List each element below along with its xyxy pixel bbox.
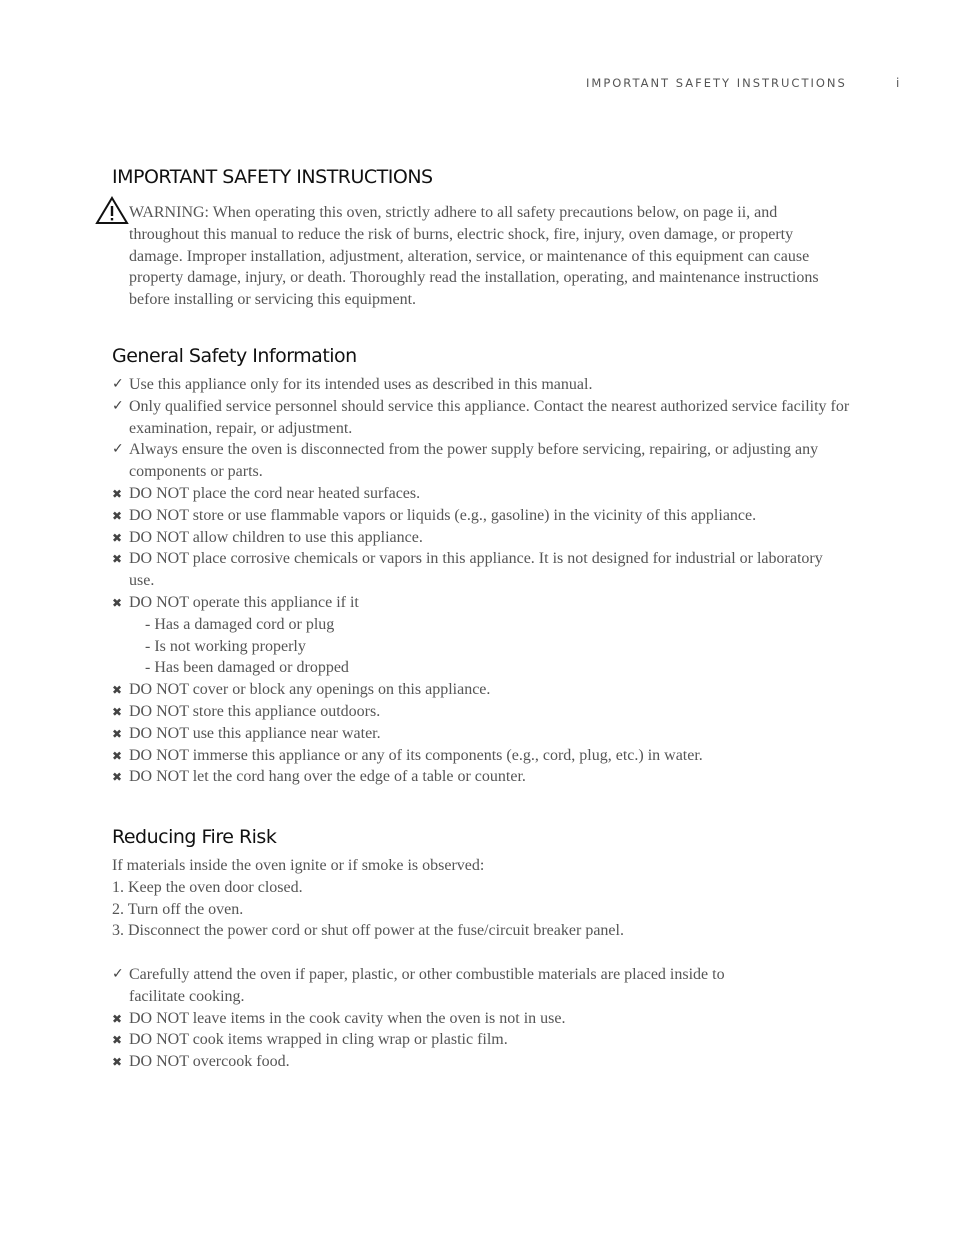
- list-item: [112, 1051, 852, 1073]
- fire-list: [112, 964, 852, 1073]
- list-item: [112, 701, 852, 723]
- spacer: [112, 942, 852, 964]
- list-item: [112, 527, 852, 549]
- cross-icon: ✖: [112, 1055, 123, 1070]
- fire-intro: If materials inside the oven ignite or if smoke is observed:: [112, 857, 485, 874]
- check-icon: ✓: [112, 376, 124, 392]
- check-icon: ✓: [112, 441, 124, 458]
- sub-list: [129, 614, 852, 679]
- list-item: [112, 439, 852, 483]
- cross-icon: ✖: [112, 748, 123, 763]
- list-item-text: DO NOT overcook food.: [129, 1053, 290, 1071]
- check-icon: ✓: [112, 397, 124, 414]
- step-item: 1. Keep the oven door closed.: [112, 878, 303, 896]
- list-item: [112, 766, 852, 788]
- list-item-text: DO NOT let the cord hang over the edge of a table or counter.: [129, 768, 526, 786]
- list-item-text: DO NOT use this appliance near water.: [129, 724, 381, 742]
- list-item: [112, 964, 779, 1008]
- list-item: [112, 505, 852, 527]
- cross-icon: ✖: [112, 770, 123, 785]
- list-item-text: Use this appliance only for its intended uses as described in this manual.: [129, 376, 593, 393]
- cross-icon: ✖: [112, 683, 123, 698]
- general-safety-heading: General Safety Information: [112, 345, 357, 367]
- list-item: [112, 745, 852, 767]
- list-item-text: DO NOT store or use flammable vapors or liquids (e.g., gasoline) in the vicinity of this appliance.: [129, 506, 757, 524]
- list-item: [112, 1008, 852, 1030]
- list-item-text: Carefully attend the oven if paper, plastic, or other combustible materials are placed inside to facilitate cooking.: [129, 965, 725, 1005]
- general-safety-list: [112, 374, 852, 788]
- warning-triangle-icon: [95, 196, 129, 225]
- list-item-text: DO NOT place the cord near heated surfaces.: [129, 484, 421, 502]
- step-item: 3. Disconnect the power cord or shut off power at the fuse/circuit breaker panel.: [112, 922, 624, 940]
- list-item-text: Only qualified service personnel should service this appliance. Contact the nearest authorized service facility for examination, repair, or adjustment.: [129, 397, 850, 437]
- cross-icon: ✖: [112, 508, 123, 523]
- running-header-title: IMPORTANT SAFETY INSTRUCTIONS: [586, 76, 847, 90]
- cross-icon: ✖: [112, 1033, 123, 1048]
- list-item-text: DO NOT operate this appliance if it: [129, 593, 359, 611]
- cross-icon: ✖: [112, 1011, 123, 1026]
- cross-icon: ✖: [112, 595, 123, 610]
- list-item-text: DO NOT allow children to use this appliance.: [129, 528, 423, 546]
- page-title: IMPORTANT SAFETY INSTRUCTIONS: [112, 166, 433, 188]
- cross-icon: ✖: [112, 486, 123, 501]
- list-item-text: Always ensure the oven is disconnected from the power supply before servicing, repairing, or adjusting any components or parts.: [129, 441, 819, 481]
- list-item-text: DO NOT place corrosive chemicals or vapors in this appliance. It is not designed for industrial or laboratory use.: [129, 550, 823, 590]
- cross-icon: ✖: [112, 704, 123, 719]
- list-item: [112, 1029, 852, 1051]
- step-item: 2. Turn off the oven.: [112, 900, 244, 918]
- check-icon: ✓: [112, 965, 124, 982]
- cross-icon: ✖: [112, 530, 123, 545]
- sub-list-item: - Has a damaged cord or plug: [145, 615, 335, 633]
- list-item-text: DO NOT store this appliance outdoors.: [129, 702, 381, 720]
- list-item-text: DO NOT cook items wrapped in cling wrap or plastic film.: [129, 1031, 508, 1049]
- sub-list-item: - Has been damaged or dropped: [145, 659, 349, 677]
- list-item: [112, 592, 852, 679]
- list-item: [112, 679, 852, 701]
- list-item: [112, 374, 852, 396]
- list-item-text: DO NOT cover or block any openings on this appliance.: [129, 681, 491, 699]
- list-item: [112, 723, 852, 745]
- cross-icon: ✖: [112, 552, 123, 567]
- general-safety-section: [112, 345, 852, 788]
- fire-steps: [112, 877, 852, 942]
- reducing-fire-risk-section: [112, 826, 852, 1073]
- reducing-fire-risk-heading: Reducing Fire Risk: [112, 826, 277, 848]
- list-item: [112, 396, 852, 440]
- list-item: [112, 483, 852, 505]
- page-number: i: [896, 76, 900, 90]
- cross-icon: ✖: [112, 726, 123, 741]
- list-item-text: DO NOT leave items in the cook cavity when the oven is not in use.: [129, 1009, 566, 1027]
- warning-text: WARNING: When operating this oven, strictly adhere to all safety precautions below, on page ii, and throughout this manual to reduce the risk of burns, electric shock, fire, injury, oven damage, or property damage. Improper installation, adjustment, alteration, service, or maintenance of this equipment can cause property damage, injury, or death. Thoroughly read the installation, operating, and maintenance instructions before installing or servicing this equipment.: [129, 204, 819, 309]
- list-item-text: DO NOT immerse this appliance or any of its components (e.g., cord, plug, etc.) in water.: [129, 746, 703, 764]
- sub-list-item: - Is not working properly: [145, 637, 306, 655]
- list-item: [112, 548, 852, 592]
